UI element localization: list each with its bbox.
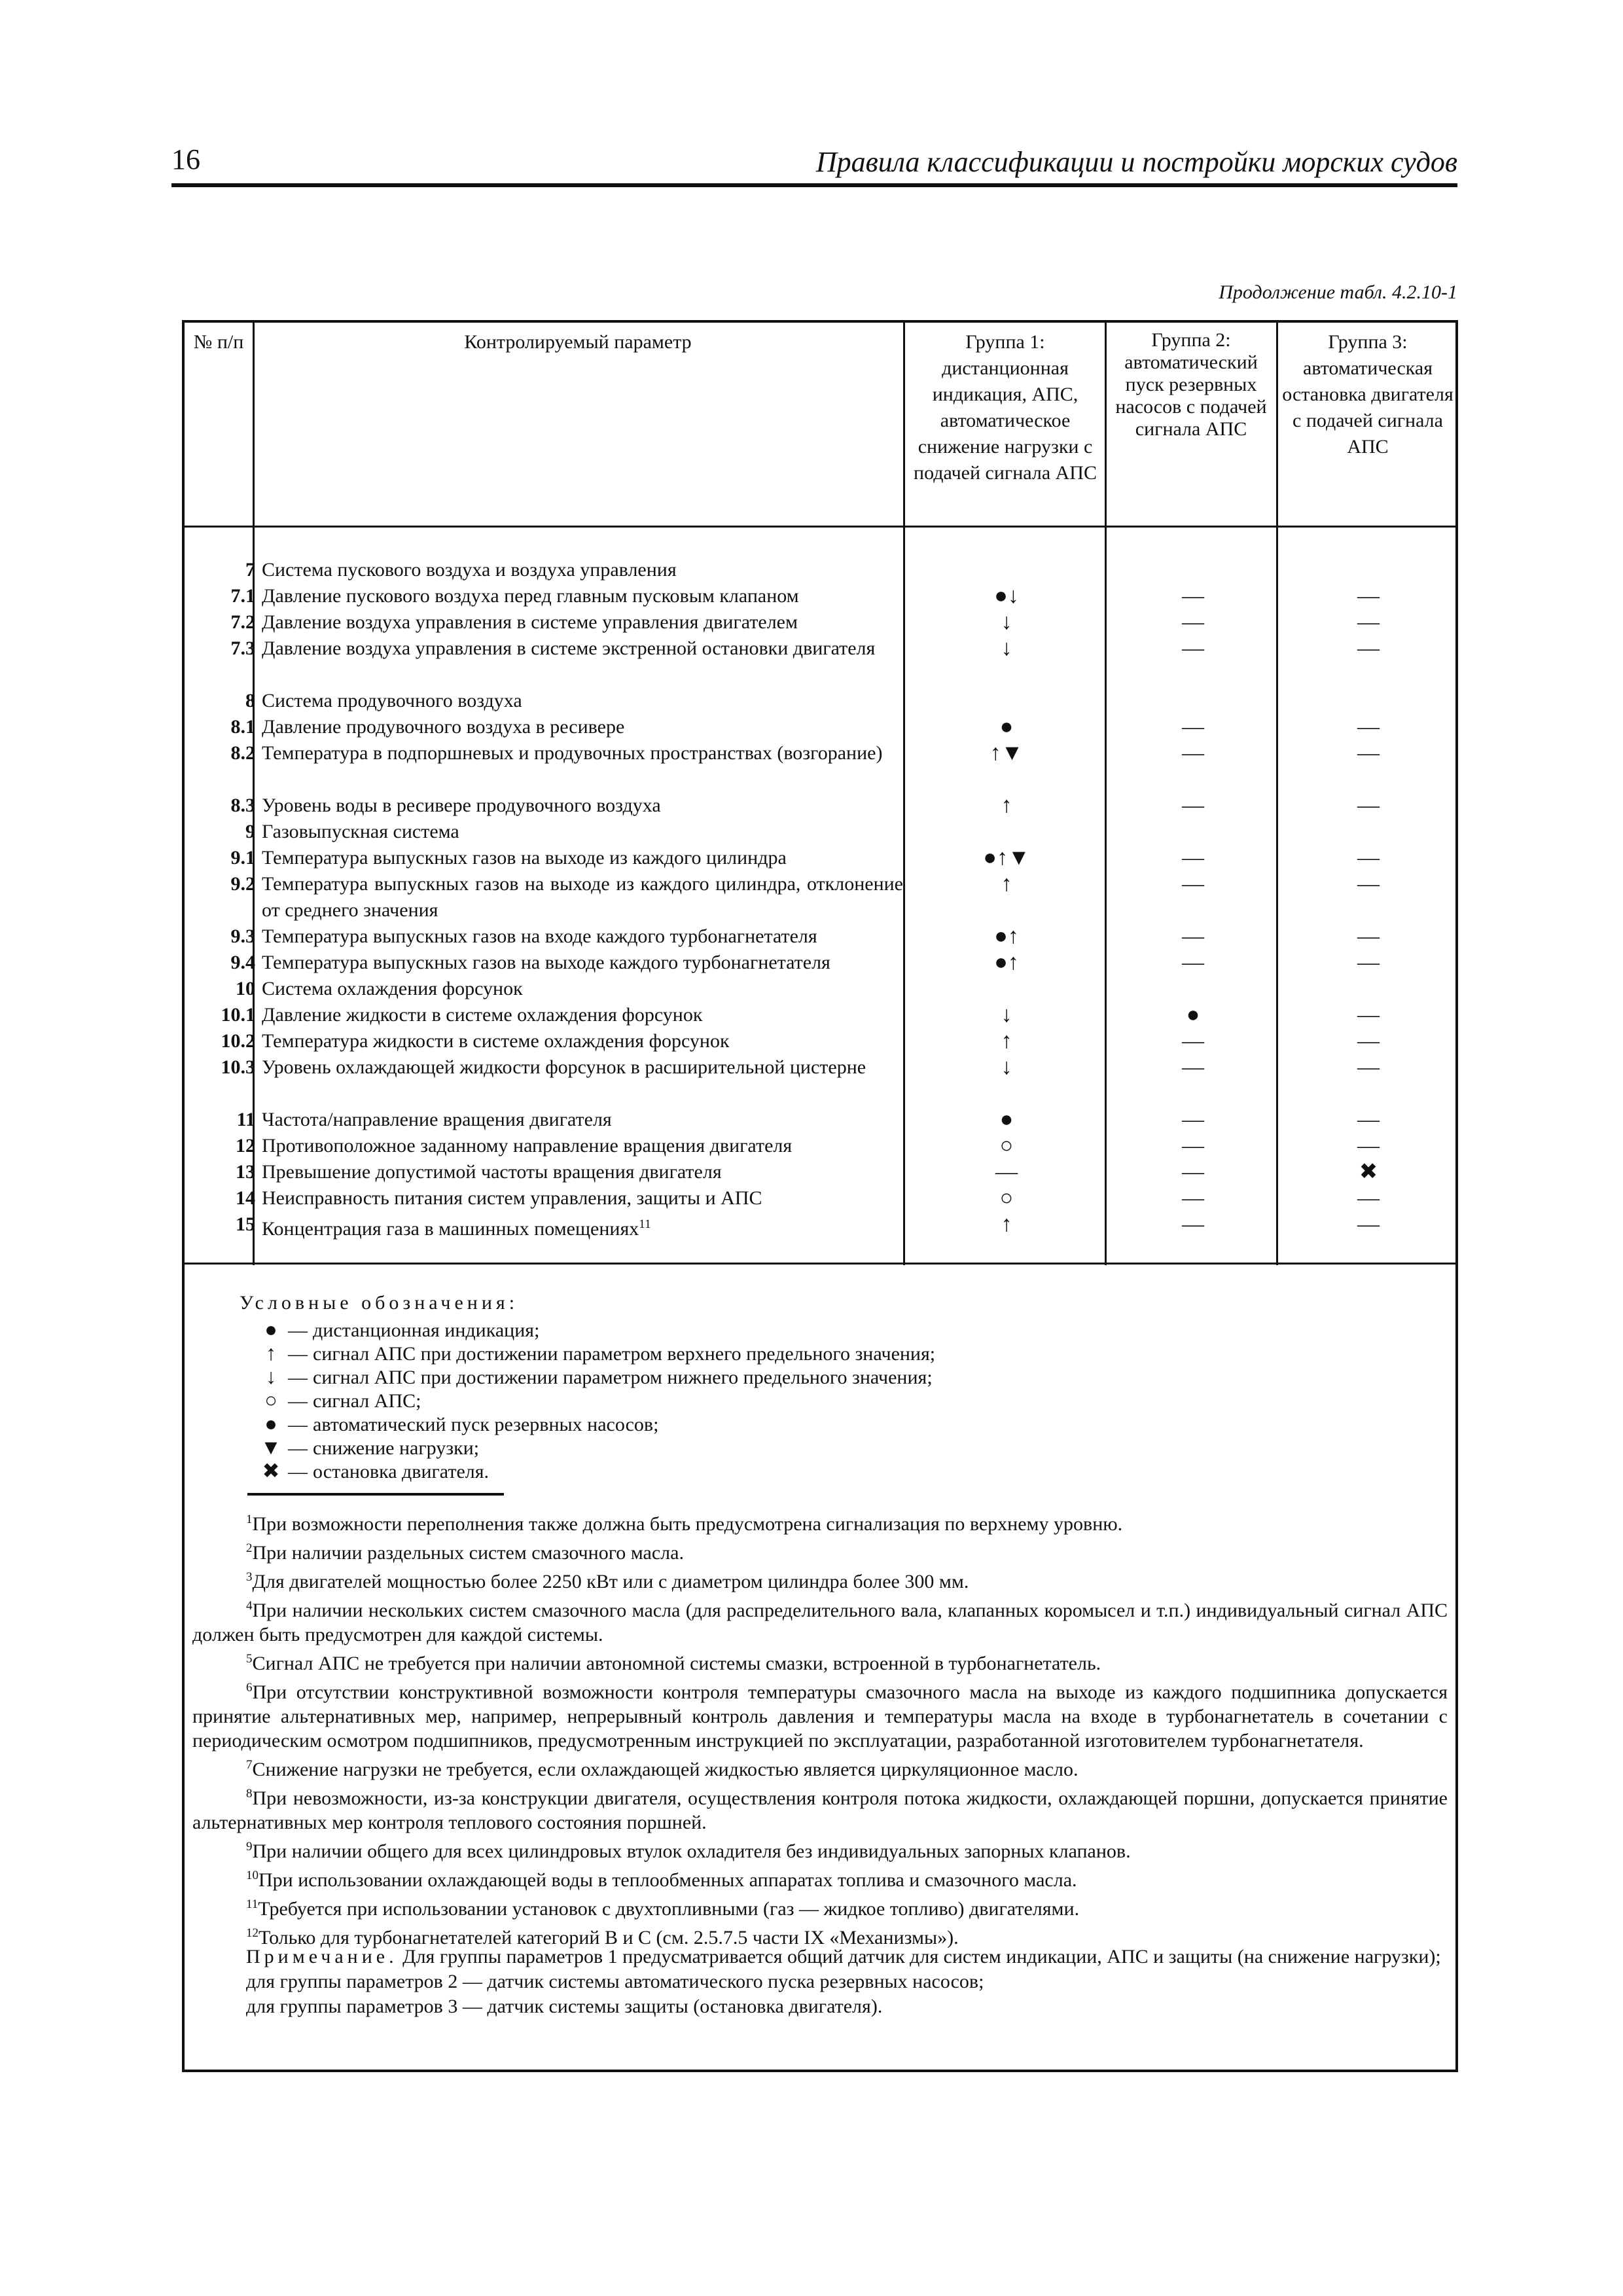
footnote — [192, 1676, 1448, 1753]
footnote-text: При наличии раздельных систем смазочного масла. — [252, 1542, 684, 1564]
legend-dash: — — [288, 1367, 308, 1388]
row-number: 14 — [236, 1187, 255, 1209]
legend-text: дистанционная индикация; — [313, 1319, 540, 1341]
legend-dash: — — [288, 1414, 308, 1435]
row-g3-mark: — — [1357, 1134, 1380, 1158]
legend-item — [259, 1365, 933, 1390]
table-row — [185, 924, 1455, 950]
table-row — [185, 976, 1455, 1002]
row-g1-mark: ● — [999, 715, 1014, 739]
footnote-text: Для двигателей мощностью более 2250 кВт или с диаметром цилиндра более 300 мм. — [252, 1571, 969, 1592]
row-g1-mark: — — [995, 1160, 1018, 1184]
legend-item — [259, 1435, 479, 1460]
table-row — [185, 714, 1455, 740]
row-g1-mark: ↑ — [1001, 1212, 1012, 1236]
footnote — [192, 1565, 1448, 1594]
table-row — [185, 1185, 1455, 1211]
header-group-2-title: Группа 2: — [1151, 329, 1231, 351]
footnote-text: Снижение нагрузки не требуется, если охлаждающей жидкостью является циркуляционное масло. — [252, 1759, 1079, 1780]
legend-dash: — — [288, 1461, 308, 1482]
row-g2-mark: — — [1182, 610, 1204, 634]
row-g2-mark: — — [1182, 793, 1204, 817]
row-number: 7.3 — [230, 637, 255, 659]
row-number: 15 — [236, 1213, 255, 1235]
legend-text: снижение нагрузки; — [313, 1437, 480, 1459]
row-g2-mark: — — [1182, 636, 1204, 660]
row-parameter: Система продувочного воздуха — [262, 690, 522, 711]
table-row — [185, 609, 1455, 636]
row-number: 13 — [236, 1161, 255, 1183]
row-g1-mark: ○ — [999, 1134, 1014, 1158]
footnote-number: 1 — [246, 1513, 253, 1526]
row-number: 8.2 — [230, 742, 255, 764]
row-parameter: Температура в подпоршневых и продувочных пространствах (возгорание) — [262, 742, 883, 764]
header-group-3-title: Группа 3: — [1328, 331, 1408, 353]
row-g3-mark: — — [1357, 741, 1380, 765]
table-row — [185, 1002, 1455, 1028]
table-row — [185, 1107, 1455, 1133]
row-g1-mark: ●↑▼ — [983, 846, 1030, 870]
footnote-text: Только для турбонагнетателей категорий В и С (см. 2.5.7.5 части IX «Механизмы»). — [259, 1927, 959, 1948]
header-group-3-text: автоматическая остановка двигателя с подачей сигнала АПС — [1282, 357, 1454, 457]
running-title: Правила классификации и постройки морских судов — [815, 146, 1457, 178]
row-g3-mark: — — [1357, 636, 1380, 660]
header-group-1-text: дистанционная индикация, АПС, автоматическое снижение нагрузки с подачей сигнала АПС — [914, 357, 1097, 484]
note-line-2: для группы параметров 2 — датчик системы автоматического пуска резервных насосов; — [246, 1971, 984, 1992]
row-parameter: Газовыпускная система — [262, 821, 459, 842]
row-g1-mark: ↑ — [1001, 793, 1012, 817]
footnotes — [192, 1507, 1448, 1950]
footnote-number: 4 — [246, 1599, 253, 1613]
row-g3-mark: — — [1357, 846, 1380, 870]
row-number: 7 — [245, 559, 255, 581]
page-number: 16 — [171, 143, 200, 175]
row-g3-mark: — — [1357, 1003, 1380, 1027]
row-g1-mark: ● — [999, 1107, 1014, 1132]
header-divider — [185, 526, 1455, 528]
table-row — [185, 1159, 1455, 1185]
footnote-number: 5 — [246, 1652, 253, 1666]
row-g3-mark: — — [1357, 715, 1380, 739]
table-row — [185, 950, 1455, 976]
table-row — [185, 1054, 1455, 1107]
row-g3-mark: — — [1357, 872, 1380, 896]
row-number: 9.1 — [230, 847, 255, 869]
table-row — [185, 793, 1455, 819]
header-no: № п/п — [193, 331, 244, 353]
row-g3-mark: — — [1357, 610, 1380, 634]
table-row — [185, 740, 1455, 793]
row-g1-mark: ↓ — [1001, 1003, 1012, 1027]
row-parameter: Температура жидкости в системе охлаждения форсунок — [262, 1030, 730, 1052]
legend — [240, 1291, 936, 1482]
row-g2-mark: — — [1182, 846, 1204, 870]
row-g2-mark: — — [1182, 584, 1204, 608]
legend-item — [259, 1341, 935, 1366]
footnote-number: 11 — [246, 1897, 259, 1911]
header-group-2 — [1107, 329, 1275, 440]
row-g3-mark: — — [1357, 1107, 1380, 1132]
row-g1-mark: ●↑ — [994, 924, 1019, 948]
legend-text: сигнал АПС при достижении параметром верхнего предельного значения; — [313, 1343, 936, 1365]
row-number: 8 — [245, 690, 255, 711]
header-group-3 — [1279, 329, 1457, 460]
row-g2-mark: — — [1182, 1212, 1204, 1236]
row-number: 10.1 — [221, 1004, 255, 1026]
footnote — [192, 1782, 1448, 1835]
row-g2-mark: — — [1182, 1186, 1204, 1210]
row-g1-mark: ↑ — [1001, 872, 1012, 896]
row-g3-mark: — — [1357, 584, 1380, 608]
table-row — [185, 688, 1455, 714]
table-row — [185, 1028, 1455, 1054]
row-number: 9.4 — [230, 952, 255, 973]
note-text: Для группы параметров 1 предусматривается общий датчик для систем индикации, АПС и защиты (на снижение нагрузки); — [402, 1946, 1441, 1967]
legend-text: автоматический пуск резервных насосов; — [313, 1414, 659, 1435]
legend-text: сигнал АПС при достижении параметром нижнего предельного значения; — [313, 1367, 933, 1388]
row-parameter: Противоположное заданному направление вращения двигателя — [262, 1135, 793, 1157]
row-g1-mark: ↑▼ — [990, 741, 1024, 765]
legend-item — [259, 1459, 489, 1484]
footnote — [192, 1892, 1448, 1921]
row-g2-mark: — — [1182, 950, 1204, 975]
row-g1-mark: ↓ — [1001, 636, 1012, 660]
row-g2-mark: — — [1182, 924, 1204, 948]
footnote-text: Сигнал АПС не требуется при наличии автономной системы смазки, встроенной в турбонагнетатель. — [252, 1653, 1101, 1674]
legend-title: Условные обозначения: — [240, 1292, 519, 1314]
row-number: 7.1 — [230, 585, 255, 607]
row-g2-mark: — — [1182, 715, 1204, 739]
header-group-1 — [907, 329, 1103, 486]
legend-symbol: ● — [264, 1412, 277, 1435]
footnote-number: 9 — [246, 1840, 253, 1854]
table-row — [185, 636, 1455, 688]
row-g2-mark: — — [1182, 872, 1204, 896]
footnote — [192, 1536, 1448, 1565]
note — [192, 1945, 1448, 2019]
footnote-number: 7 — [246, 1758, 253, 1772]
row-number: 9 — [245, 821, 255, 842]
row-g1-mark: ↓ — [1001, 1055, 1012, 1079]
row-g1-mark: ○ — [999, 1186, 1014, 1210]
row-parameter: Давление воздуха управления в системе экстренной остановки двигателя — [262, 637, 876, 659]
footnote — [192, 1507, 1448, 1536]
table-row — [185, 1133, 1455, 1159]
footnote-text: Требуется при использовании установок с двухтопливными (газ — жидкое топливо) двигателями. — [258, 1898, 1080, 1920]
row-parameter: Система пускового воздуха и воздуха управления — [262, 559, 677, 581]
legend-symbol: ✖ — [262, 1459, 280, 1482]
row-number: 10.2 — [221, 1030, 255, 1052]
row-parameter: Давление жидкости в системе охлаждения форсунок — [262, 1004, 703, 1026]
table-row — [185, 819, 1455, 845]
row-g1-mark: ●↓ — [994, 584, 1019, 608]
footnote-text: При наличии общего для всех цилиндровых втулок охладителя без индивидуальных запорных клапанов. — [252, 1840, 1131, 1862]
row-g2-mark: ● — [1186, 1003, 1200, 1027]
legend-dash: — — [288, 1343, 308, 1365]
row-number: 7.2 — [230, 611, 255, 633]
header-group-2-text: автоматический пуск резервных насосов с подачей сигнала АПС — [1115, 351, 1267, 440]
table-row — [185, 871, 1455, 924]
row-number: 9.2 — [230, 873, 255, 895]
row-parameter: Давление пускового воздуха перед главным пусковым клапаном — [262, 585, 799, 607]
footnote-number: 12 — [246, 1926, 259, 1940]
row-g2-mark: — — [1182, 741, 1204, 765]
row-number: 8.3 — [230, 795, 255, 816]
row-g2-mark: — — [1182, 1055, 1204, 1079]
footnote-number: 10 — [246, 1869, 259, 1882]
row-number: 8.1 — [230, 716, 255, 738]
row-parameter: Температура выпускных газов на выходе из каждого цилиндра — [262, 847, 787, 869]
legend-text: сигнал АПС; — [313, 1390, 421, 1412]
table-caption: Продолжение табл. 4.2.10-1 — [1219, 281, 1457, 303]
legend-dash: — — [288, 1319, 308, 1341]
footnote — [192, 1647, 1448, 1676]
legend-dash: — — [288, 1390, 308, 1412]
table-bottom-divider — [185, 1263, 1455, 1265]
row-parameter: Уровень воды в ресивере продувочного воздуха — [262, 795, 661, 816]
footnote-text: При отсутствии конструктивной возможности контроля температуры смазочного масла на выходе из каждого подшипника допускается принятие альтернативных мер, например, непрерывный контроль давления и температуры масла на входе в турбонагнетатель в сочетании с периодическим осмотром подшипников, предусмотренным инструкцией по эксплуатации, разработанной изготовителем турбонагнетателя. — [192, 1681, 1448, 1751]
row-number: 11 — [236, 1109, 255, 1130]
row-g3-mark: — — [1357, 1055, 1380, 1079]
footnote-number: 6 — [246, 1681, 253, 1695]
legend-text: остановка двигателя. — [313, 1461, 490, 1482]
row-g2-mark: — — [1182, 1107, 1204, 1132]
page-header — [171, 143, 1457, 187]
table-row — [185, 557, 1455, 583]
row-parameter: Частота/направление вращения двигателя — [262, 1109, 612, 1130]
legend-symbol: ↓ — [266, 1365, 276, 1388]
row-parameter: Неисправность питания систем управления, защиты и АПС — [262, 1187, 762, 1209]
row-g3-mark: — — [1357, 1186, 1380, 1210]
footnote-text: При невозможности, из-за конструкции двигателя, осуществления контроля потока жидкости, охлаждающей поршни, допускается принятие альтернативных мер контроля теплового состояния поршней. — [192, 1787, 1448, 1833]
footnote — [192, 1753, 1448, 1782]
footnote — [192, 1835, 1448, 1863]
table-row — [185, 583, 1455, 609]
row-g2-mark: — — [1182, 1160, 1204, 1184]
footnote — [192, 1594, 1448, 1647]
row-number: 12 — [236, 1135, 255, 1157]
row-parameter: Температура выпускных газов на входе каждого турбонагнетателя — [262, 925, 817, 947]
footnote-number: 8 — [246, 1787, 253, 1801]
row-g1-mark: ●↑ — [994, 950, 1019, 975]
legend-dash: — — [288, 1437, 308, 1459]
legend-item — [259, 1318, 539, 1342]
row-g2-mark: — — [1182, 1134, 1204, 1158]
footnote-number: 2 — [246, 1541, 253, 1555]
row-parameter: Давление воздуха управления в системе управления двигателем — [262, 611, 798, 633]
table-row — [185, 845, 1455, 871]
row-parameter: Температура выпускных газов на выходе каждого турбонагнетателя — [262, 952, 830, 973]
row-number: 10 — [236, 978, 255, 999]
row-g2-mark: — — [1182, 1029, 1204, 1053]
legend-symbol: ↑ — [266, 1341, 276, 1365]
legend-symbol: ○ — [264, 1388, 277, 1412]
footnote-text: При наличии нескольких систем смазочного масла (для распределительного вала, клапанных коромысел и т.п.) индивидуальный сигнал АПС должен быть предусмотрен для каждой системы. — [192, 1600, 1448, 1645]
header-group-1-title: Группа 1: — [965, 331, 1045, 353]
footnote-text: При возможности переполнения также должна быть предусмотрена сигнализация по верхнему уровню. — [252, 1513, 1123, 1535]
footnote-number: 3 — [246, 1570, 253, 1584]
legend-item — [259, 1412, 658, 1437]
row-parameter: Система охлаждения форсунок — [262, 978, 523, 999]
footnote-text: При использовании охлаждающей воды в теплообменных аппаратах топлива и смазочного масла. — [259, 1869, 1077, 1891]
row-number: 10.3 — [221, 1056, 255, 1078]
row-g3-mark: — — [1357, 924, 1380, 948]
row-g1-mark: ↑ — [1001, 1029, 1012, 1053]
footnote-rule — [247, 1493, 504, 1496]
legend-symbol: ▼ — [260, 1435, 281, 1459]
legend-item — [259, 1388, 421, 1413]
row-g3-mark: — — [1357, 793, 1380, 817]
header-param: Контролируемый параметр — [464, 331, 692, 353]
row-g3-mark: — — [1357, 1029, 1380, 1053]
row-parameter: Давление продувочного воздуха в ресивере — [262, 716, 625, 738]
row-number: 9.3 — [230, 925, 255, 947]
row-g3-mark: — — [1357, 1212, 1380, 1236]
row-parameter: Концентрация газа в машинных помещениях$^{11}$ — [262, 1217, 651, 1240]
table-frame — [182, 320, 1458, 2072]
row-g3-mark: — — [1357, 950, 1380, 975]
note-line-3: для группы параметров 3 — датчик системы защиты (остановка двигателя). — [246, 1996, 883, 2017]
table-row — [185, 1211, 1455, 1238]
row-parameter: Температура выпускных газов на выходе из каждого цилиндра, отклонение от среднего значения — [262, 873, 903, 921]
legend-symbol: ● — [264, 1318, 277, 1341]
row-g1-mark: ↓ — [1001, 610, 1012, 634]
row-g3-mark: ✖ — [1359, 1160, 1378, 1184]
row-parameter: Уровень охлаждающей жидкости форсунок в расширительной цистерне — [262, 1056, 866, 1078]
footnote — [192, 1863, 1448, 1892]
note-label: Примечание. — [246, 1946, 398, 1967]
row-parameter: Превышение допустимой частоты вращения двигателя — [262, 1161, 722, 1183]
